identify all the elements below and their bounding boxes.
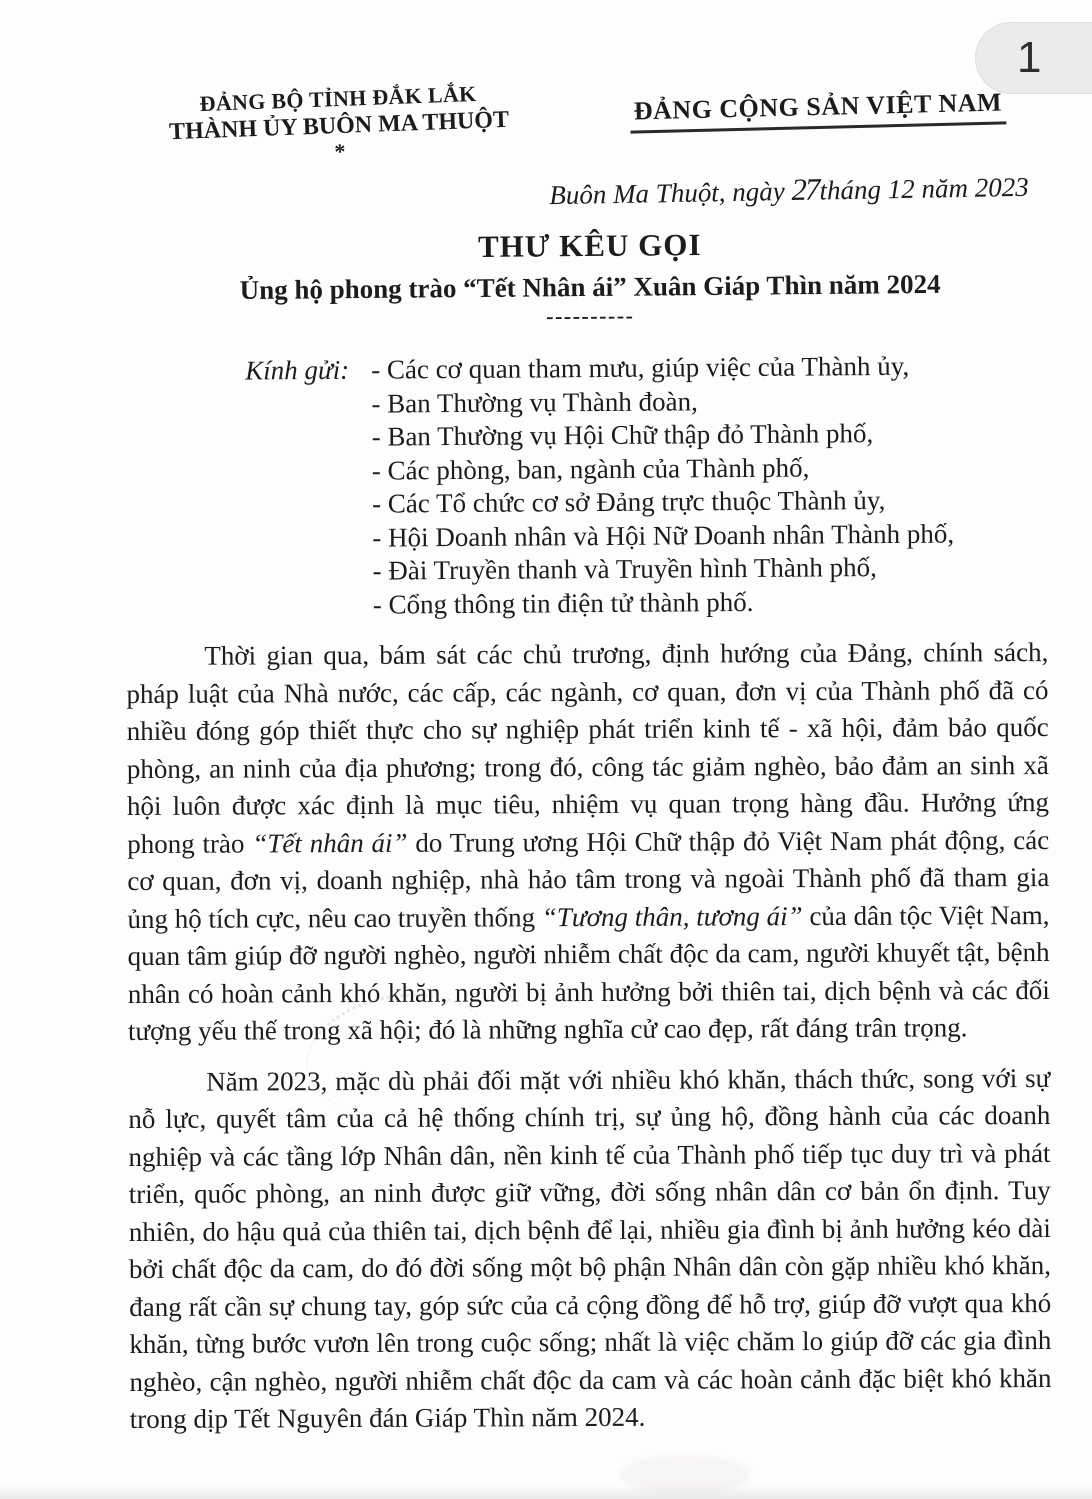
body-paragraph <box>126 634 1050 1051</box>
recipient-item: - Các phòng, ban, ngành của Thành phố, <box>371 452 810 486</box>
recipients-label: Kính gửi: <box>245 354 350 386</box>
date-day-handwritten: 27 <box>791 171 819 207</box>
letter-body <box>126 634 1051 1439</box>
recipient-item: - Hội Doanh nhân và Hội Nữ Doanh nhân Thành phố, <box>372 518 955 553</box>
page-number: 1 <box>1017 33 1042 82</box>
page-bottom-shadow <box>0 1485 1092 1499</box>
recipient-item: - Đài Truyền thanh và Truyền hình Thành phố, <box>372 552 877 586</box>
paragraph-text: do Trung ương Hội Chữ thập đỏ Việt Nam phát động, các cơ quan, đơn vị, doanh nghiệp, nhà hảo tâm trong và ngoài Thành phố đã tham gia ủng hộ tích cực, nêu cao truyền thống <box>127 824 1050 934</box>
emphasized-phrase: “Tương thân, tương ái” <box>541 900 803 932</box>
date-line <box>536 168 1043 213</box>
recipients-block <box>245 350 955 623</box>
recipients-list <box>371 350 955 622</box>
party-header <box>612 87 1025 134</box>
org-name-line2: THÀNH ỦY BUÔN MA THUỘT <box>168 106 510 146</box>
paragraph-text: Năm 2023, mặc dù phải đối mặt với nhiều khó khăn, thách thức, song với sự nỗ lực, quyết tâm của cả hệ thống chính trị, sự ủng hộ, đồng hành của các doanh nghiệp và các tầng lớp Nhân dân, nền kinh tế của Thành phố tiếp tục duy trì và phát triển, quốc phòng, an ninh được giữ vững, đời sống nhân dân cơ bản ổn định. Tuy nhiên, do hậu quả của thiên tai, dịch bệnh để lại, nhiều gia đình bị ảnh hưởng kéo dài bởi chất độc da cam, do đó đời sống một bộ phận Nhân dân còn gặp nhiều khó khăn, đang rất cần sự chung tay, góp sức của cả cộng đồng để hỗ trợ, giúp đỡ vượt qua khó khăn, từng bước vươn lên trong cuộc sống; nhất là việc chăm lo giúp đỡ các gia đình nghèo, cận nghèo, người nhiễm chất độc da cam và các hoàn cảnh đặc biệt khó khăn trong dịp Tết Nguyên đán Giáp Thìn năm 2024. <box>128 1062 1052 1435</box>
title-block <box>128 224 1053 333</box>
emphasized-phrase: “Tết nhân ái” <box>252 827 408 858</box>
date-rest: tháng 12 năm 2023 <box>819 171 1029 206</box>
recipient-item: - Ban Thường vụ Thành đoàn, <box>371 385 698 419</box>
page-number-badge <box>975 22 1092 94</box>
org-name-line1: ĐẢNG BỘ TỈNH ĐẮK LẮK <box>199 80 477 117</box>
paragraph-text: Thời gian qua, bám sát các chủ trương, định hướng của Đảng, chính sách, pháp luật của Nhà nước, các cấp, các ngành, cơ quan, đơn vị của Thành phố đã có nhiều đóng góp thiết thực cho sự nghiệp phát triển kinh tế - xã hội, đảm bảo quốc phòng, an ninh của địa phương; trong đó, công tác giảm nghèo, bảo đảm an sinh xã hội luôn được xác định là mục tiêu, nhiệm vụ quan trọng hàng đầu. Hưởng ứng phong trào <box>126 636 1050 859</box>
org-star-separator: * <box>334 138 346 165</box>
recipient-item: - Ban Thường vụ Hội Chữ thập đỏ Thành phố, <box>371 418 874 452</box>
issuing-org-header <box>147 79 532 171</box>
recipient-item: - Cổng thông tin điện tử thành phố. <box>372 586 754 620</box>
letter-title: THƯ KÊU GỌI <box>477 227 702 264</box>
recipient-item: - Các cơ quan tham mưu, giúp việc của Thành ủy, <box>371 350 910 385</box>
party-name: ĐẢNG CỘNG SẢN VIỆT NAM <box>629 87 1006 133</box>
letter-subtitle: Ủng hộ phong trào “Tết Nhân ái” Xuân Giáp Thìn năm 2024 <box>239 268 941 306</box>
paragraph-text: của dân tộc Việt Nam, quan tâm giúp đỡ người nghèo, người nhiễm chất độc da cam, người khuyết tật, bệnh nhân có hoàn cảnh khó khăn, người bị ảnh hưởng bởi thiên tai, dịch bệnh và các đối tượng yếu thế trong xã hội; đó là những nghĩa cử cao đẹp, rất đáng trân trọng. <box>127 899 1050 1047</box>
date-place-prefix: Buôn Ma Thuột, ngày <box>549 175 792 211</box>
title-divider: ---------- <box>546 302 635 329</box>
body-paragraph <box>128 1059 1052 1438</box>
recipient-item: - Các Tổ chức cơ sở Đảng trực thuộc Thành ủy, <box>371 485 886 519</box>
